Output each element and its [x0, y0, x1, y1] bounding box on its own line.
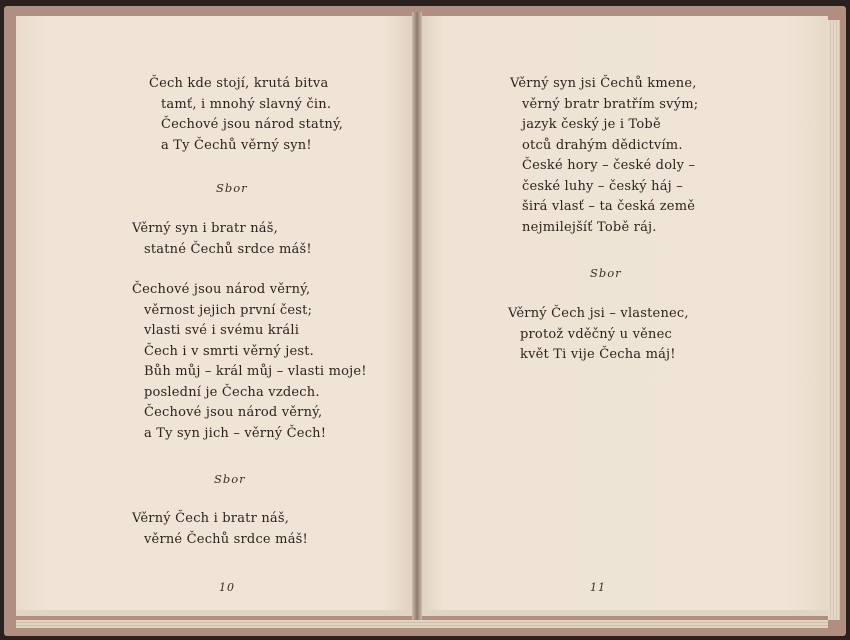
verse-line: otců drahým dědictvím. [522, 137, 683, 153]
verse-line: české luhy – český háj – [522, 178, 683, 194]
page-number: 10 [219, 581, 235, 594]
verse-line: vlasti své i svému králi [144, 323, 300, 338]
chorus-heading: Sbor [590, 266, 622, 280]
verse-line: Bůh můj – král můj – vlasti moje! [144, 364, 367, 379]
verse-line: Čechové jsou národ věrný, [144, 405, 323, 420]
verse-line: a Ty Čechů věrný syn! [161, 137, 312, 153]
left-stanza-1 [149, 74, 343, 156]
chorus-heading: Sbor [216, 181, 248, 195]
verse-line: věrné Čechů srdce máš! [144, 531, 308, 547]
verse-line: širá vlasť – ta česká země [522, 199, 696, 214]
book-gutter [412, 12, 422, 620]
verse-line: Věrný syn i bratr náš, [132, 221, 278, 236]
verse-line: věrnost jejich první čest; [144, 302, 313, 318]
verse-line: Věrný Čech jsi – vlastenec, [508, 306, 689, 321]
verse-line: nejmilejšíť Tobě ráj. [522, 219, 657, 235]
verse-line: a Ty syn jich – věrný Čech! [144, 425, 327, 441]
verse-line: Čech i v smrti věrný jest. [144, 343, 314, 359]
left-stanza-3 [132, 280, 367, 444]
verse-line: květ Ti vije Čecha máj! [520, 347, 676, 362]
verse-line: jazyk český je i Tobě [522, 117, 661, 132]
open-book [4, 6, 846, 636]
verse-line: tamť, i mnohý slavný čin. [161, 96, 332, 112]
right-page [418, 16, 828, 616]
verse-line: Věrný syn jsi Čechů kmene, [510, 76, 697, 91]
page-edges-bottom [16, 620, 828, 628]
verse-line: Čech kde stojí, krutá bitva [149, 76, 329, 91]
verse-line: statné Čechů srdce máš! [144, 241, 312, 257]
chorus-heading: Sbor [214, 472, 246, 486]
page-edges-right [828, 20, 840, 620]
page-number: 11 [590, 581, 606, 594]
left-stanza-4 [132, 509, 308, 550]
verse-line: Věrný Čech i bratr náš, [132, 511, 290, 526]
right-stanza-2 [508, 304, 689, 366]
verse-line: věrný bratr bratřím svým; [522, 96, 699, 112]
right-stanza-1 [510, 74, 698, 238]
verse-line: Čechové jsou národ věrný, [132, 282, 311, 297]
verse-line: České hory – české doly – [522, 158, 696, 173]
verse-line: poslední je Čecha vzdech. [144, 384, 320, 400]
left-page [16, 16, 416, 616]
left-stanza-2 [132, 219, 312, 260]
verse-line: Čechové jsou národ statný, [161, 117, 344, 132]
verse-line: protož vděčný u věnec [520, 326, 672, 342]
